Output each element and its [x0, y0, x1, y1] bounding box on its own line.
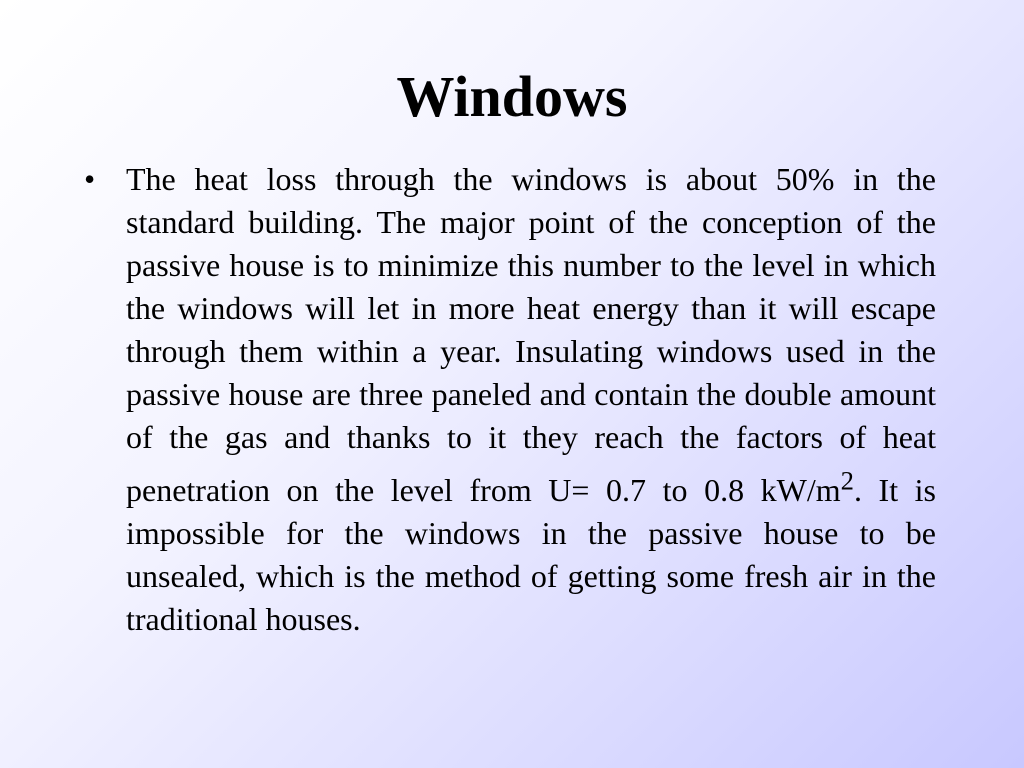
bullet-text-before: The heat loss through the windows is about 50% in the standard building. The major point of the conception of the passive house is to minimize this number to the level in which the windows will let in more heat energy than it will escape through them within a year. Insulating windows used in the passive house are three paneled and contain the double amount of the gas and thanks to it they reach the factors of heat penetration on the level from U= 0.7 to 0.8 kW/m: [126, 161, 936, 508]
superscript-unit: 2: [840, 465, 854, 495]
bullet-text-after: . It is impossible for the windows in the passive house to be unsealed, which is the method of getting some fresh air in the traditional houses.: [126, 471, 937, 637]
bullet-list: [84, 158, 936, 641]
slide-title: Windows: [396, 64, 628, 129]
bullet-item: [84, 158, 936, 641]
bullet-text: [126, 161, 936, 637]
bullet-marker: •: [84, 161, 96, 197]
